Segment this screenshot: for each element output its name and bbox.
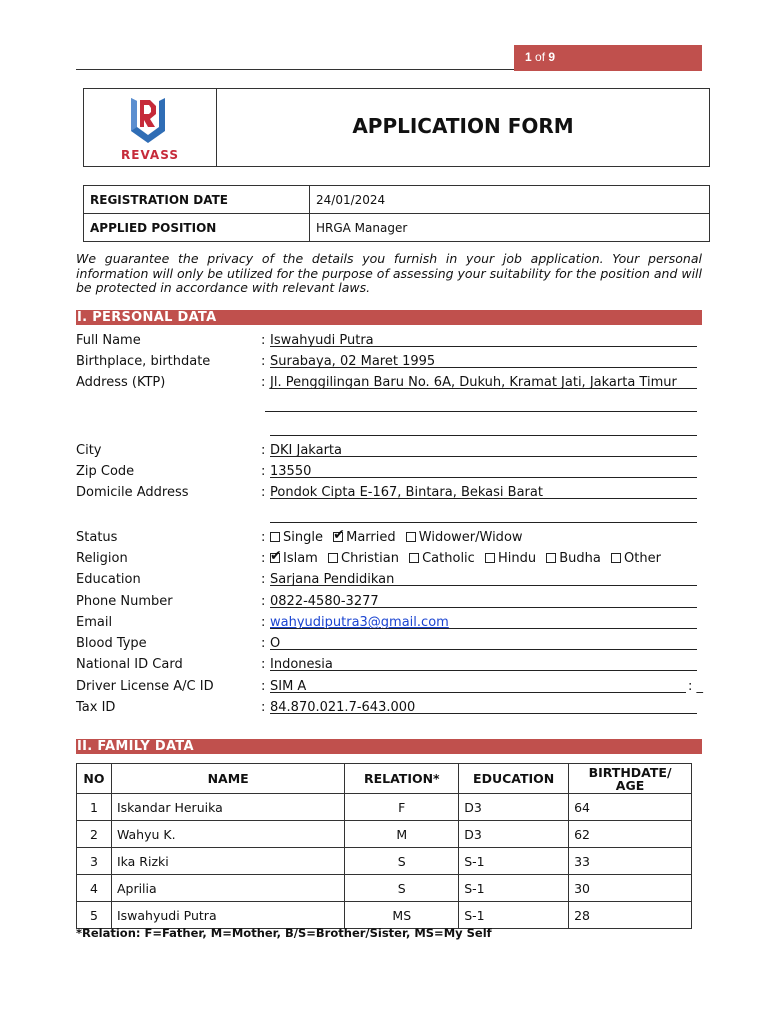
colon: :: [261, 333, 266, 348]
driver-suffix: : _: [688, 679, 704, 694]
cell-relation[interactable]: F: [345, 794, 459, 821]
revass-logo-icon: [118, 94, 178, 144]
page-indicator: [514, 45, 702, 71]
colon: :: [261, 615, 266, 630]
colon: :: [261, 700, 266, 715]
table-row: [77, 902, 692, 929]
checkbox-icon[interactable]: [611, 553, 621, 563]
phone-label: Phone Number: [76, 594, 173, 609]
religion-option-islam[interactable]: ✔ Islam: [270, 548, 318, 566]
cell-name[interactable]: Iswahyudi Putra: [111, 902, 344, 929]
status-options: [270, 527, 529, 546]
cell-education[interactable]: D3: [459, 821, 569, 848]
cell-name[interactable]: Wahyu K.: [111, 821, 344, 848]
domicile-label: Domicile Address: [76, 485, 189, 500]
city-value[interactable]: DKI Jakarta: [270, 443, 342, 458]
table-row: [77, 794, 692, 821]
domicile-underline: [270, 498, 697, 499]
section-family-data: II. FAMILY DATA: [76, 739, 702, 754]
cell-education[interactable]: S-1: [459, 848, 569, 875]
zip-underline: [270, 477, 697, 478]
checkbox-checked-icon[interactable]: ✔: [333, 527, 345, 543]
religion-label: Religion: [76, 551, 128, 566]
address-label: Address (KTP): [76, 375, 166, 390]
address-underline: [270, 388, 697, 389]
table-row: [77, 821, 692, 848]
status-option-single[interactable]: Single: [270, 530, 323, 545]
religion-options: [270, 548, 667, 567]
full-name-value[interactable]: Iswahyudi Putra: [270, 333, 374, 348]
table-row: [84, 186, 710, 214]
colon: :: [261, 657, 266, 672]
cell-no: 2: [77, 821, 112, 848]
colon: :: [261, 551, 266, 566]
checkbox-icon[interactable]: [409, 553, 419, 563]
cell-relation[interactable]: S: [345, 848, 459, 875]
full-name-underline: [270, 346, 697, 347]
page-current: 1: [525, 50, 532, 64]
colon: :: [261, 443, 266, 458]
education-value[interactable]: Sarjana Pendidikan: [270, 572, 395, 587]
colon: :: [261, 354, 266, 369]
status-option-widower[interactable]: Widower/Widow: [406, 530, 523, 545]
page-title: APPLICATION FORM: [352, 114, 574, 138]
national-id-underline: [270, 670, 697, 671]
colon: :: [261, 464, 266, 479]
zip-label: Zip Code: [76, 464, 135, 479]
cell-no: 5: [77, 902, 112, 929]
checkbox-icon[interactable]: [406, 532, 416, 542]
colon: :: [261, 679, 266, 694]
national-id-value[interactable]: Indonesia: [270, 657, 333, 672]
cell-age[interactable]: 62: [569, 821, 692, 848]
checkbox-icon[interactable]: [485, 553, 495, 563]
section-personal-data: I. PERSONAL DATA: [76, 310, 702, 325]
checkbox-icon[interactable]: [546, 553, 556, 563]
colon: :: [261, 594, 266, 609]
colon: :: [261, 530, 266, 545]
domicile-line-2[interactable]: [270, 522, 697, 523]
phone-value[interactable]: 0822-4580-3277: [270, 594, 379, 609]
driver-value[interactable]: SIM A: [270, 679, 307, 694]
city-label: City: [76, 443, 102, 458]
tax-value[interactable]: 84.870.021.7-643.000: [270, 700, 416, 715]
colon: :: [261, 375, 266, 390]
address-line-2[interactable]: [265, 411, 697, 412]
col-name: NAME: [111, 764, 344, 794]
status-label: Status: [76, 530, 118, 545]
education-label: Education: [76, 572, 141, 587]
blood-value[interactable]: O: [270, 636, 281, 651]
address-line-3[interactable]: [270, 435, 697, 436]
checkbox-icon[interactable]: [270, 532, 280, 542]
cell-no: 4: [77, 875, 112, 902]
cell-age[interactable]: 33: [569, 848, 692, 875]
address-value[interactable]: Jl. Penggilingan Baru No. 6A, Dukuh, Kramat Jati, Jakarta Timur: [270, 375, 677, 390]
cell-age[interactable]: 64: [569, 794, 692, 821]
status-option-married[interactable]: ✔ Married: [333, 527, 396, 545]
cell-education[interactable]: S-1: [459, 875, 569, 902]
family-table: [76, 763, 692, 929]
registration-date-value[interactable]: 24/01/2024: [310, 186, 710, 214]
colon: :: [261, 572, 266, 587]
cell-relation[interactable]: S: [345, 875, 459, 902]
page-of: of: [535, 50, 546, 64]
registration-date-label: REGISTRATION DATE: [84, 186, 310, 214]
birth-value[interactable]: Surabaya, 02 Maret 1995: [270, 354, 436, 369]
table-row: [84, 214, 710, 242]
checkbox-checked-icon[interactable]: ✔: [270, 548, 282, 564]
cell-age[interactable]: 28: [569, 902, 692, 929]
cell-no: 1: [77, 794, 112, 821]
religion-option-catholic[interactable]: Catholic: [409, 551, 475, 566]
email-link[interactable]: wahyudiputra3@gmail.com: [270, 615, 449, 630]
birth-underline: [270, 367, 697, 368]
national-id-label: National ID Card: [76, 657, 183, 672]
full-name-label: Full Name: [76, 333, 141, 348]
registration-table: [83, 185, 710, 242]
tax-underline: [270, 713, 697, 714]
brand-name: REVASS: [121, 148, 179, 162]
religion-option-hindu[interactable]: Hindu: [485, 551, 536, 566]
cell-name[interactable]: Iskandar Heruika: [111, 794, 344, 821]
cell-education[interactable]: D3: [459, 794, 569, 821]
religion-option-christian[interactable]: Christian: [328, 551, 399, 566]
col-relation: RELATION*: [345, 764, 459, 794]
blood-label: Blood Type: [76, 636, 147, 651]
cell-education[interactable]: S-1: [459, 902, 569, 929]
email-label: Email: [76, 615, 113, 630]
tax-label: Tax ID: [76, 700, 116, 715]
cell-name[interactable]: Aprilia: [111, 875, 344, 902]
domicile-value[interactable]: Pondok Cipta E-167, Bintara, Bekasi Barat: [270, 485, 543, 500]
cell-age[interactable]: 30: [569, 875, 692, 902]
table-row: [77, 848, 692, 875]
religion-option-other[interactable]: Other: [611, 551, 661, 566]
relation-footnote: *Relation: F=Father, M=Mother, B/S=Brother/Sister, MS=My Self: [76, 926, 492, 940]
applied-position-label: APPLIED POSITION: [84, 214, 310, 242]
col-no: NO: [77, 764, 112, 794]
col-education: EDUCATION: [459, 764, 569, 794]
blood-underline: [270, 649, 697, 650]
zip-value[interactable]: 13550: [270, 464, 312, 479]
phone-underline: [270, 607, 697, 608]
driver-underline: [270, 692, 686, 693]
colon: :: [261, 485, 266, 500]
cell-relation[interactable]: MS: [345, 902, 459, 929]
privacy-notice: We guarantee the privacy of the details you furnish in your job application. Your personal information will only be utilized for the purpose of assessing your suitability for the position and will be protected in accordance with relevant laws.: [76, 251, 702, 295]
city-underline: [270, 456, 697, 457]
education-underline: [270, 585, 697, 586]
cell-name[interactable]: Ika Rizki: [111, 848, 344, 875]
birth-label: Birthplace, birthdate: [76, 354, 211, 369]
header-rule: [76, 69, 514, 70]
cell-no: 3: [77, 848, 112, 875]
colon: :: [261, 636, 266, 651]
page-total: 9: [548, 50, 556, 64]
email-underline: [270, 628, 697, 629]
col-birthdate-age: BIRTHDATE/ AGE: [569, 764, 692, 794]
cell-relation[interactable]: M: [345, 821, 459, 848]
religion-option-budha[interactable]: Budha: [546, 551, 601, 566]
applied-position-value[interactable]: HRGA Manager: [310, 214, 710, 242]
table-row: [77, 875, 692, 902]
driver-label: Driver License A/C ID: [76, 679, 214, 694]
table-header-row: [77, 764, 692, 794]
checkbox-icon[interactable]: [328, 553, 338, 563]
